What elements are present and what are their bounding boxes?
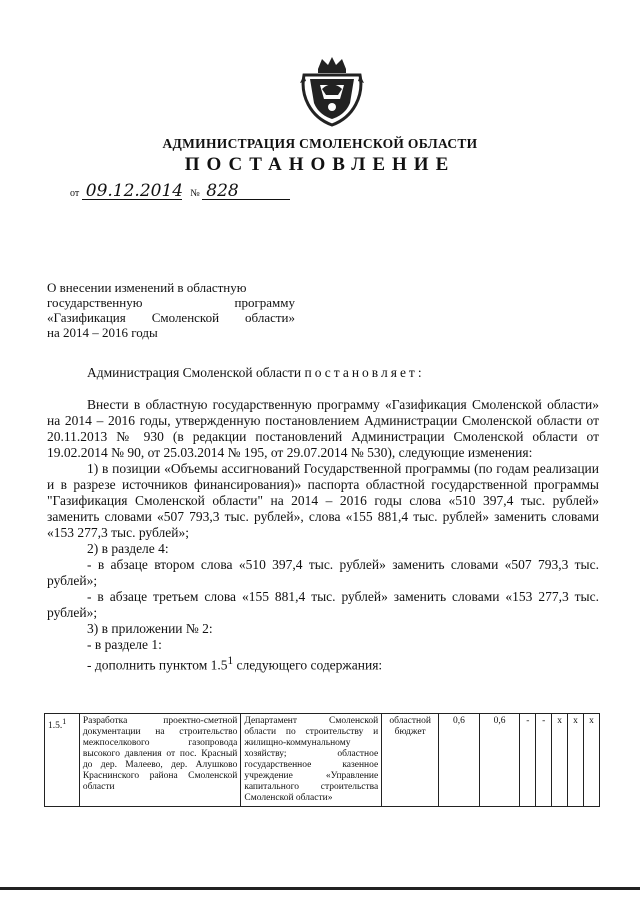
cell-name: Разработка проектно-сметной документации на строительство межпоселкового газопровода высокого давления от пос. Красный до дер. Малеево, дер. Алушково Краснинского района Смоленской области: [79, 714, 241, 807]
row-number-superscript: 1: [62, 717, 67, 726]
date-prefix: от: [70, 188, 80, 199]
body-paragraph: 2) в разделе 4:: [87, 541, 169, 556]
body-paragraph: - в абзаце третьем слова «155 881,4 тыс. рублей» заменить словами «153 277,3 тыс. рублей»;: [47, 589, 599, 620]
last-line-text: - дополнить пунктом 1.5: [87, 657, 228, 673]
number-value: 828: [202, 183, 290, 200]
cell-value: -: [520, 714, 536, 807]
organization-name: АДМИНИСТРАЦИЯ СМОЛЕНСКОЙ ОБЛАСТИ: [162, 136, 478, 151]
row-number: 1.5.: [48, 721, 63, 732]
intro-paragraph: [47, 365, 599, 381]
cell-value: х: [552, 714, 568, 807]
date-value: 09.12.2014: [82, 183, 182, 200]
date-number-line: [70, 183, 290, 200]
last-line-superscript: 1: [227, 655, 234, 667]
cell-source: областной бюджет: [382, 714, 439, 807]
subject-line: «Газификация Смоленской области»: [47, 310, 295, 325]
body-paragraph: 3) в приложении № 2:: [87, 621, 213, 636]
cell-value: х: [583, 714, 599, 807]
cell-value: 0,6: [479, 714, 520, 807]
number-prefix: №: [190, 188, 200, 199]
body-paragraph: - в абзаце втором слова «510 397,4 тыс. рублей» заменить словами «507 793,3 тыс. рублей»;: [47, 557, 599, 588]
intro-text: Администрация Смоленской области: [87, 365, 302, 380]
document-body: [47, 365, 599, 674]
program-table: [44, 713, 600, 807]
subject-line: на 2014 – 2016 годы: [47, 325, 158, 340]
body-paragraph: Внести в областную государственную программу «Газификация Смоленской области» на 2014 – 2016 годы, утвержденную постановлением Администрации Смоленской области от 20.11.2013 № 930 (в редакции постановлений Администрации Смоленской области от 19.02.2014 № 90, от 25.03.2014 № 195, от 29.07.2014 № 530), следующие изменения:: [47, 397, 599, 460]
intro-decision-word: постановляет:: [304, 365, 425, 380]
cell-value: х: [568, 714, 584, 807]
cell-value: -: [536, 714, 552, 807]
body-paragraph: - в разделе 1:: [87, 637, 162, 652]
cell-number: [45, 714, 80, 807]
cell-executor: Департамент Смоленской области по строительству и жилищно-коммунальному хозяйству; областное государственное казенное учреждение «Управление капитального строительства Смоленской области»: [241, 714, 382, 807]
document-subject: [47, 280, 295, 340]
page-bottom-rule: [0, 887, 640, 890]
table-row: [45, 714, 600, 807]
last-line-text-end: следующего содержания:: [233, 657, 383, 673]
subject-line: О внесении изменений в областную: [47, 280, 247, 295]
coat-of-arms-icon: [300, 55, 364, 127]
body-paragraph: 1) в позиции «Объемы ассигнований Государственной программы (по годам реализации и в разрезе источников финансирования)» паспорта областной государственной программы "Газификация Смоленской области" на 2014 – 2016 годы слова «510 397,4 тыс. рублей» заменить словами «507 793,3 тыс. рублей», слова «155 881,4 тыс. рублей» заменить словами «153 277,3 тыс. рублей»;: [47, 461, 599, 540]
cell-value: 0,6: [439, 714, 480, 807]
document-type-title: ПОСТАНОВЛЕНИЕ: [184, 154, 456, 175]
subject-line: государственную программу: [47, 295, 295, 310]
body-paragraph-last: [47, 653, 599, 674]
